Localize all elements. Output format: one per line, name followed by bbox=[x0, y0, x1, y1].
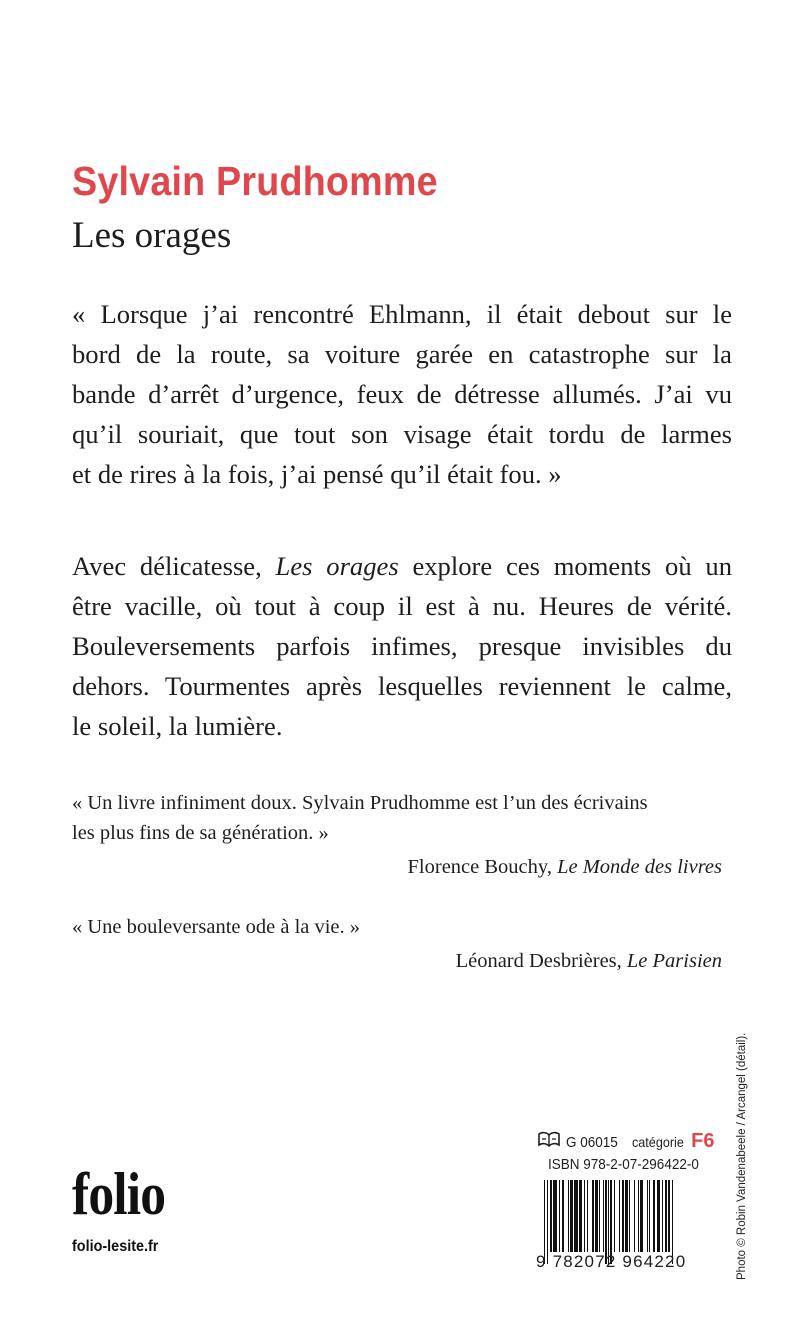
barcode-bars bbox=[544, 1180, 720, 1252]
review-attribution bbox=[72, 852, 722, 882]
author-name: Sylvain Prudhomme bbox=[72, 158, 438, 204]
excerpt-line: et de rires à la fois, j’ai pensé qu’il était fou. » bbox=[72, 459, 562, 489]
excerpt-line: « Lorsque j’ai rencontré Ehlmann, il était debout sur le bbox=[72, 299, 732, 329]
synopsis-title-italic: Les orages bbox=[275, 551, 399, 581]
excerpt-line: qu’il souriait, que tout son visage était tordu de larmes bbox=[72, 419, 732, 449]
review-quote-line: « Un livre infiniment doux. Sylvain Prudhomme est l’un des écrivains bbox=[72, 792, 648, 814]
isbn: ISBN 978-2-07-296422-0 bbox=[548, 1156, 699, 1173]
review-block bbox=[72, 788, 722, 882]
catalog-codes bbox=[538, 1130, 718, 1178]
catalog-code-row bbox=[538, 1130, 718, 1156]
excerpt-line: bord de la route, sa voiture garée en catastrophe sur la bbox=[72, 339, 732, 369]
review-critic: Florence Bouchy, bbox=[407, 856, 558, 878]
barcode-bar bbox=[673, 1180, 674, 1252]
synopsis bbox=[72, 546, 732, 746]
review-publication: Le Monde des livres bbox=[557, 856, 722, 878]
barcode bbox=[536, 1180, 720, 1272]
synopsis-line: Bouleversements parfois infimes, presque invisibles du bbox=[72, 631, 732, 661]
review-block bbox=[72, 912, 722, 976]
excerpt-line: bande d’arrêt d’urgence, feux de détresse allumés. J’ai vu bbox=[72, 379, 732, 409]
photo-credit: Photo © Robin Vandenabeele / Arcangel (détail). bbox=[736, 1032, 748, 1280]
review-critic: Léonard Desbrières, bbox=[455, 950, 627, 972]
synopsis-line: le soleil, la lumière. bbox=[72, 711, 283, 741]
catalog-code: G 06015 bbox=[566, 1134, 618, 1151]
review-publication: Le Parisien bbox=[626, 950, 722, 972]
category-label: catégorie bbox=[631, 1134, 684, 1150]
excerpt-quote bbox=[72, 294, 732, 494]
publisher-website: folio-lesite.fr bbox=[72, 1238, 159, 1255]
book-title: Les orages bbox=[72, 215, 232, 256]
synopsis-line: être vacille, où tout à coup il est à nu. Heures de vérité. bbox=[72, 591, 732, 621]
synopsis-text: Avec délicatesse, bbox=[72, 551, 276, 581]
category-code: F6 bbox=[691, 1130, 715, 1152]
barcode-digits: 9 782072 964220 bbox=[536, 1252, 687, 1271]
publisher-logo: folio bbox=[72, 1161, 166, 1227]
synopsis-line bbox=[72, 546, 732, 586]
review-quote-line: les plus fins de sa génération. » bbox=[72, 822, 329, 844]
open-book-icon bbox=[538, 1131, 560, 1152]
synopsis-line: dehors. Tourmentes après lesquelles reviennent le calme, bbox=[72, 671, 732, 701]
review-attribution bbox=[72, 946, 722, 976]
review-quote-line: « Une bouleversante ode à la vie. » bbox=[72, 916, 361, 938]
synopsis-text: explore ces moments où un bbox=[398, 551, 732, 581]
